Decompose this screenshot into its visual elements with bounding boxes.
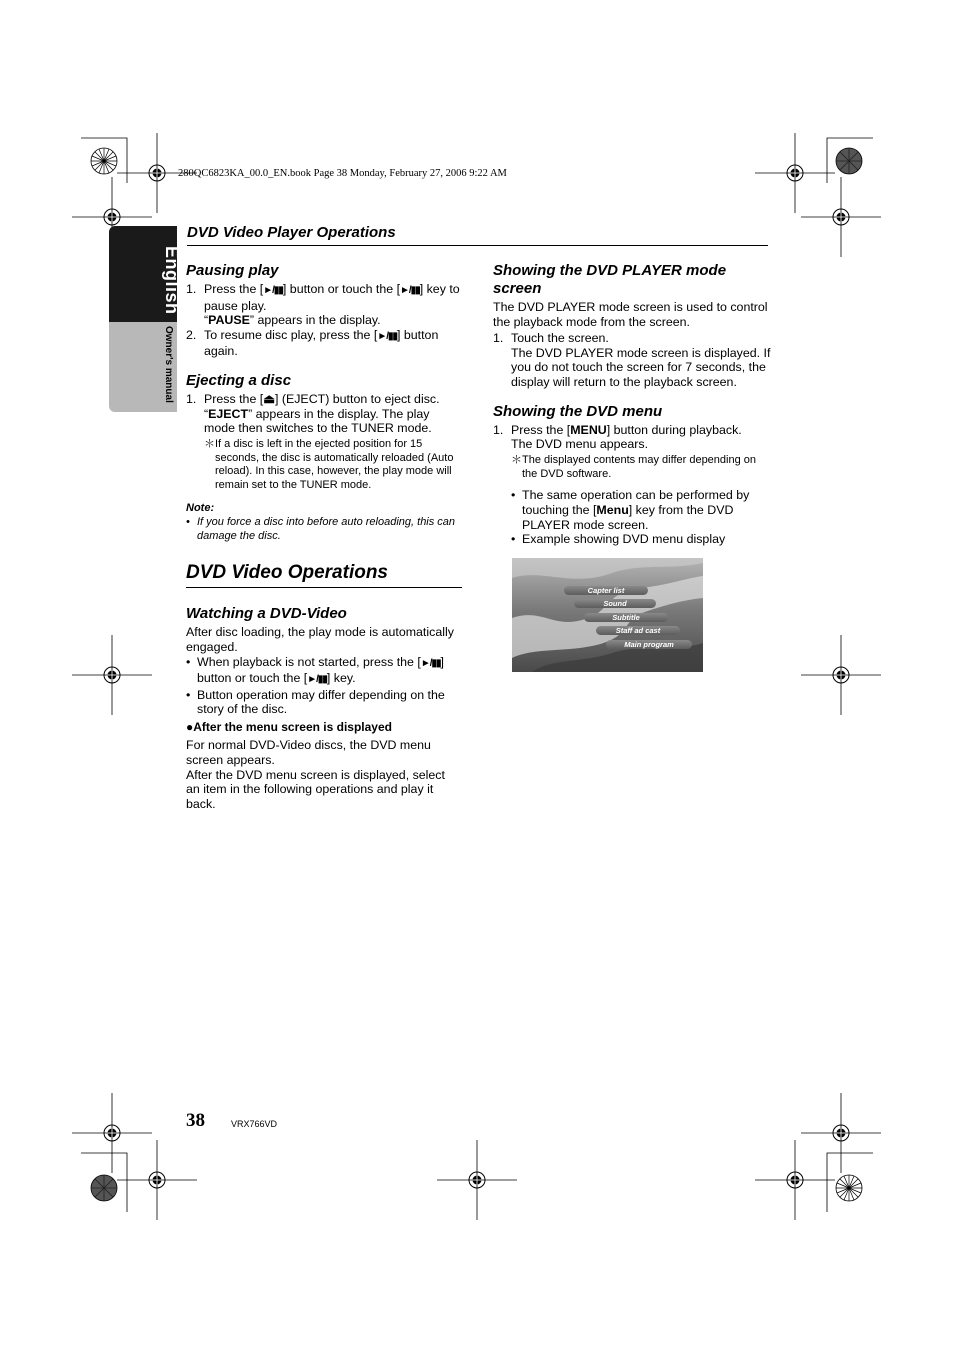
- eject-step-1: 1. Press the [⏏] (EJECT) button to eject disc. “EJECT” appears in the display. The play mode then switches to the TUNER mode.: [186, 391, 440, 436]
- dvd-menu-bullet-2: • Example showing DVD menu display: [511, 532, 726, 547]
- note-item: • If you force a disc into before auto reloading, this can damage the disc.: [186, 515, 456, 542]
- player-mode-step-1: 1. Touch the screen. The DVD PLAYER mode screen is displayed. If you do not touch the screen for 7 seconds, the display will return to the playback screen.: [493, 331, 771, 389]
- eject-icon: ⏏: [263, 391, 275, 406]
- dvd-menu-heading: Showing the DVD menu: [493, 402, 663, 420]
- dvd-menu-step-1: 1. Press the [MENU] button during playback. The DVD menu appears.: [493, 422, 742, 452]
- pausing-step-2: 2. To resume disc play, press the [►/▮▮] button again.: [186, 327, 439, 359]
- pausing-step-1: 1. Press the [►/▮▮] button or touch the [►/▮▮] key to pause play. “PAUSE” appears in the display.: [186, 282, 460, 328]
- section-title: DVD Video Player Operations: [187, 224, 768, 246]
- menu-item-sound: Sound: [574, 599, 656, 608]
- dvd-menu-example-image: [512, 558, 703, 672]
- player-mode-heading: Showing the DVD PLAYER mode screen: [493, 262, 727, 297]
- menu-item-subtitle: Subtitle: [584, 613, 668, 622]
- side-tab-language: English: [162, 246, 182, 315]
- menu-screen-subheading: ●After the menu screen is displayed: [186, 719, 392, 734]
- side-tab-section: Owner's manual: [163, 326, 174, 403]
- file-info: 280QC6823KA_00.0_EN.book Page 38 Monday, February 27, 2006 9:22 AM: [178, 168, 507, 179]
- watching-bullet-2: • Button operation may differ depending on the story of the disc.: [186, 687, 445, 717]
- page-number: 38: [186, 1110, 205, 1131]
- model-number: VRX766VD: [231, 1119, 278, 1129]
- watching-p2: For normal DVD-Video discs, the DVD menu screen appears.: [186, 738, 431, 768]
- play-pause-icon: ►/▮▮: [420, 657, 441, 669]
- dvd-menu-bullet-1: • The same operation can be performed by touching the [Menu] key from the DVD PLAYER mode screen.: [511, 488, 750, 532]
- menu-item-capter-list: Capter list: [564, 586, 648, 595]
- watching-p3: After the DVD menu screen is displayed, select an item in the following operations and play it back.: [186, 767, 445, 811]
- watching-bullet-1: • When playback is not started, press the [►/▮▮] button or touch the [►/▮▮] key.: [186, 654, 444, 686]
- language-side-tab: [109, 226, 182, 412]
- play-pause-icon: ►/▮▮: [263, 285, 283, 296]
- right-column: [493, 262, 773, 547]
- left-column: [186, 262, 462, 811]
- dvd-video-operations-title: DVD Video Operations: [186, 561, 462, 588]
- player-mode-p1: The DVD PLAYER mode screen is used to control the playback mode from the screen.: [493, 300, 768, 329]
- play-pause-icon: ►/▮▮: [307, 674, 327, 686]
- watching-heading: Watching a DVD-Video: [186, 605, 347, 623]
- bullet-dot-icon: ●: [186, 719, 194, 734]
- watching-p1: After disc loading, the play mode is automatically engaged.: [186, 625, 454, 654]
- play-pause-icon: ►/▮▮: [400, 285, 420, 296]
- menu-item-main-program: Main program: [606, 640, 692, 649]
- eject-sub-note: ＊ If a disc is left in the ejected position for 15 seconds, the disc is automatically reloaded (Auto reload). In this case, however, the play mode will remain set to the TUNER mode.: [204, 437, 454, 492]
- eject-heading: Ejecting a disc: [186, 371, 292, 389]
- note-label: Note:: [186, 501, 215, 514]
- menu-item-staff-ad-cast: Staff ad cast: [596, 626, 680, 635]
- play-pause-icon: ►/▮▮: [377, 330, 397, 342]
- pausing-heading: Pausing play: [186, 262, 279, 279]
- dvd-menu-sub-note: ＊ The displayed contents may differ depending on the DVD software.: [511, 453, 757, 480]
